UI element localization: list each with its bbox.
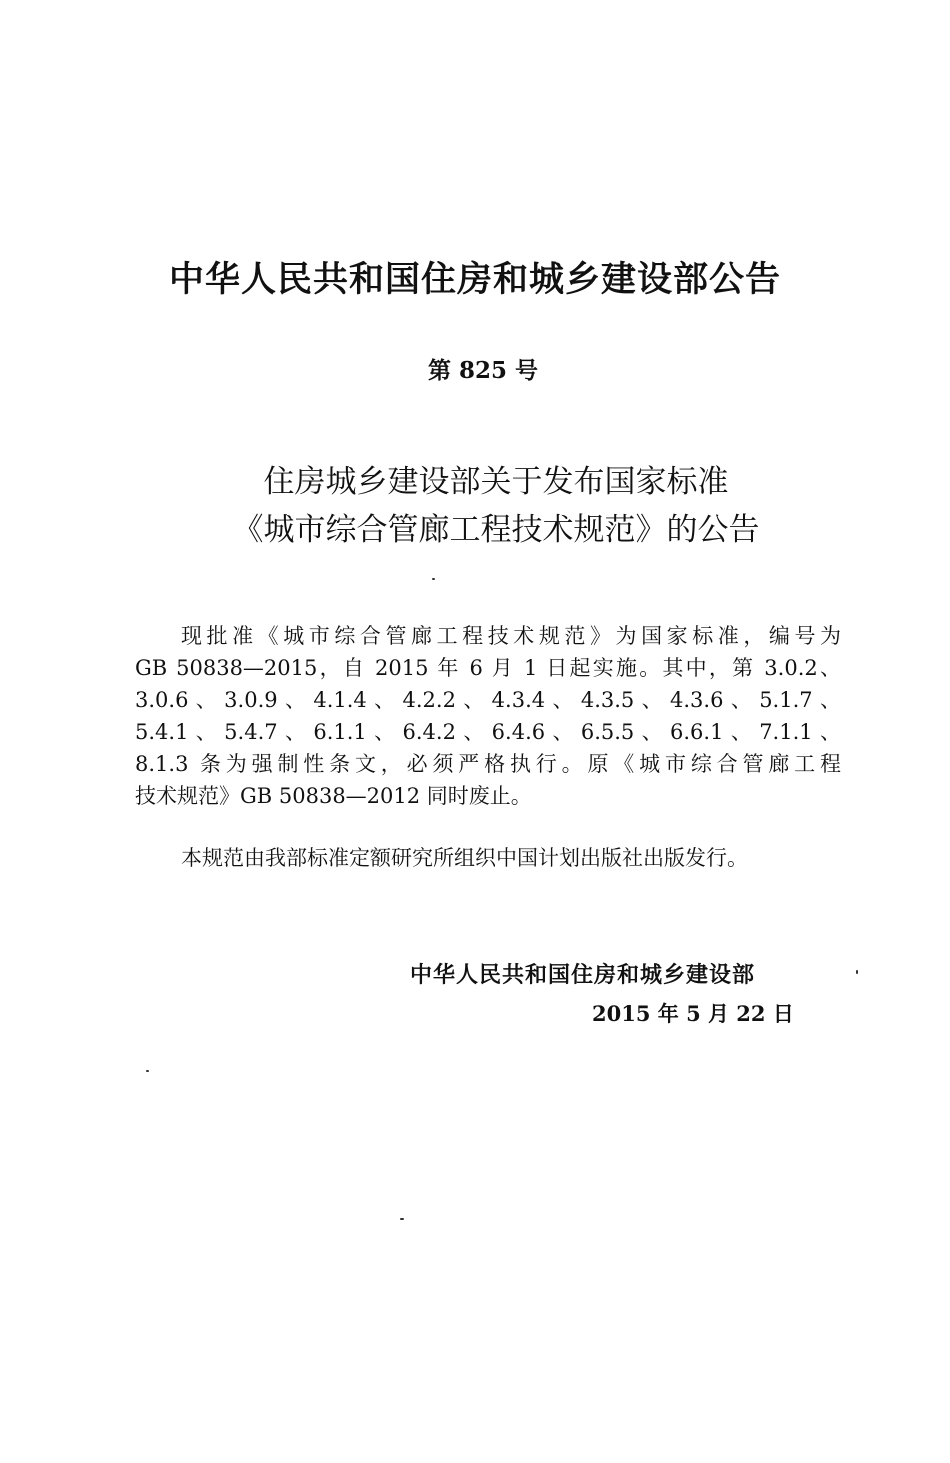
subtitle-line-2: 《城市综合管廊工程技术规范》的公告 xyxy=(232,512,760,548)
paragraph-line: 本规范由我部标准定额研究所组织中国计划出版社出版发行。 xyxy=(181,846,748,870)
paragraph-line: GB 50838—2015，自 2015 年 6 月 1 日起实施。其中，第 3.0.2、 xyxy=(135,656,841,680)
paragraph-line: 技术规范》GB 50838—2012 同时废止。 xyxy=(135,784,532,808)
announcement-number: 第 825 号 xyxy=(427,357,539,384)
scan-speck xyxy=(146,1070,149,1072)
issue-date: 2015 年 5 月 22 日 xyxy=(592,1001,794,1026)
issuer-signature: 中华人民共和国住房和城乡建设部 xyxy=(410,963,756,988)
paragraph-line: 3.0.6、3.0.9、4.1.4、4.2.2、4.3.4、4.3.5、4.3.6、5.1.7、 xyxy=(135,688,841,712)
subtitle-line-1: 住房城乡建设部关于发布国家标准 xyxy=(263,464,729,500)
paragraph-line: 现批准《城市综合管廊工程技术规范》为国家标准，编号为 xyxy=(181,624,841,648)
scan-speck xyxy=(400,1218,404,1220)
publication-paragraph xyxy=(135,842,841,874)
paragraph-line: 5.4.1、5.4.7、6.1.1、6.4.2、6.4.6、6.5.5、6.6.1、7.1.1、 xyxy=(135,720,841,744)
scan-speck xyxy=(856,970,858,974)
paragraph-line: 8.1.3 条为强制性条文，必须严格执行。原《城市综合管廊工程 xyxy=(135,752,841,776)
announcement-heading: 中华人民共和国住房和城乡建设部公告 xyxy=(168,260,781,300)
scan-speck xyxy=(432,578,435,580)
approval-paragraph xyxy=(135,620,841,812)
